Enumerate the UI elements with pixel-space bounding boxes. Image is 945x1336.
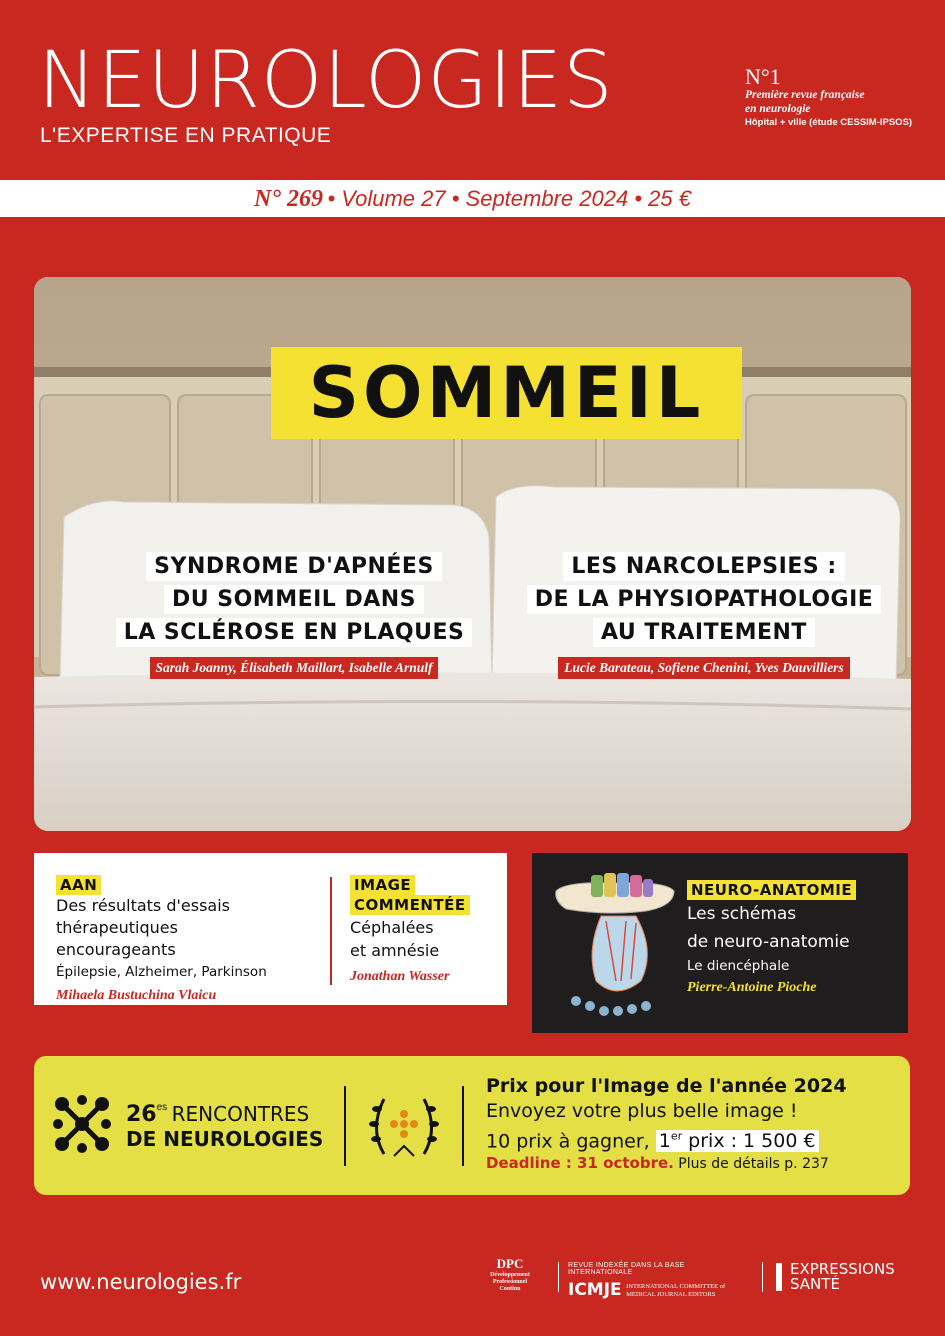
rank-badge [745,66,935,129]
article-title-line: LA SCLÉROSE EN PLAQUES [116,618,473,647]
aan-image-box [34,853,507,1005]
cover-article-apnees[interactable] [94,552,494,679]
article-title-line: Les schémas [687,904,797,924]
article-title-line: de neuro-anatomie [687,932,850,952]
cover-theme: SOMMEIL [271,347,742,439]
image-commentee-article[interactable] [350,875,500,985]
article-authors: Sarah Joanny, Élisabeth Maillart, Isabelle Arnulf [150,657,439,679]
cover-article-narcolepsies[interactable] [504,552,904,679]
section-tag-image: IMAGE [350,875,415,895]
event-banner[interactable] [34,1056,910,1195]
article-title-line: thérapeutiques [56,918,178,937]
publisher-mark [776,1263,782,1291]
rank-source: Hôpital + ville (étude CESSIM-IPSOS) [745,117,913,128]
article-author: Mihaela Bustuchina Vlaicu [56,988,217,1003]
brand-tagline: L'EXPERTISE EN PRATIQUE [40,124,332,147]
publisher-line: SANTÉ [790,1275,840,1293]
icmje-line: INTERNATIONAL COMMITTEE of [626,1283,726,1291]
first-prize-label: 1 [658,1130,671,1153]
first-prize-value: prix : 1 500 € [688,1130,816,1153]
aan-article[interactable] [56,875,326,1004]
article-author: Pierre-Antoine Pioche [687,980,817,995]
first-prize-highlight [656,1130,819,1152]
rencontres-name [126,1102,323,1151]
article-title-line: DU SOMMEIL DANS [164,585,424,614]
article-title-line: AU TRAITEMENT [593,618,815,647]
article-title-line: encourageants [56,940,176,959]
article-title-line: LES NARCOLEPSIES : [563,552,844,581]
divider [330,877,332,985]
prize-line [486,1124,906,1154]
deadline: Deadline : 31 octobre. [486,1154,674,1173]
issue-bar [0,180,945,217]
section-tag-aan: AAN [56,875,101,895]
article-title-line: DE LA PHYSIOPATHOLOGIE [527,585,882,614]
dpc-logo [470,1256,550,1293]
dpc-label: DPC [496,1256,524,1271]
rank-line: en neurologie [745,103,811,115]
publisher-line: EXPRESSIONS [790,1260,895,1278]
icmje-caption: REVUE INDEXÉE DANS LA BASE INTERNATIONALE [568,1262,685,1276]
rank-number: N°1 [745,64,781,89]
article-subtitle: Épilepsie, Alzheimer, Parkinson [56,964,267,980]
dpc-line: Professionnel [492,1279,528,1285]
prize-line: Envoyez votre plus belle image ! [486,1100,798,1122]
prize-title: Prix pour l'Image de l'année 2024 [486,1075,847,1097]
neuro-anatomie-article [687,880,897,996]
brain-diagram-icon [546,861,696,1031]
issue-number: N° 269 [254,186,323,212]
prize-info [486,1074,906,1173]
brand-title: NEUROLOGIES [38,36,614,126]
section-tag-neuro: NEURO-ANATOMIE [687,880,856,900]
dpc-line: Développement [490,1272,530,1278]
edition-number: 26 [126,1102,157,1127]
cover-image [34,277,911,831]
rencontres-logo-icon [50,1092,114,1156]
divider [762,1262,763,1292]
divider [558,1262,559,1292]
icmje-logo [568,1262,748,1300]
divider [344,1086,346,1166]
section-tag-commentee: COMMENTÉE [350,895,470,915]
article-title-line: Des résultats d'essais [56,896,231,915]
divider [462,1086,464,1166]
first-prize-suffix: er [670,1130,683,1143]
issue-details: • Volume 27 • Septembre 2024 • 25 € [327,186,691,211]
icmje-fullname [626,1283,725,1298]
article-authors: Lucie Barateau, Sofiene Chenini, Yves Dauvilliers [558,657,849,679]
edition-suffix: es [156,1102,168,1113]
article-subtitle: Le diencéphale [687,958,790,974]
dpc-line: Continu [499,1286,521,1292]
icmje-line: MEDICAL JOURNAL EDITORS [626,1290,716,1298]
publisher-logo [790,1262,895,1292]
article-title-line: Céphalées [350,918,434,937]
rank-line: Première revue française [745,89,865,101]
more-details: Plus de détails p. 237 [678,1156,829,1173]
rencontres-label: RENCONTRES [171,1102,310,1126]
icmje-label: ICMJE [568,1280,622,1300]
prize-count: 10 prix à gagner, [486,1130,650,1153]
masthead [0,0,945,178]
article-author: Jonathan Wasser [350,969,450,984]
deadline-line [486,1154,906,1173]
website-link[interactable]: www.neurologies.fr [40,1270,242,1294]
rencontres-label-2: DE NEUROLOGIES [126,1127,324,1151]
neuro-anatomie-box[interactable] [532,853,908,1033]
laurel-award-icon [364,1084,444,1164]
article-title-line: et amnésie [350,941,440,960]
article-title-line: SYNDROME D'APNÉES [146,552,442,581]
